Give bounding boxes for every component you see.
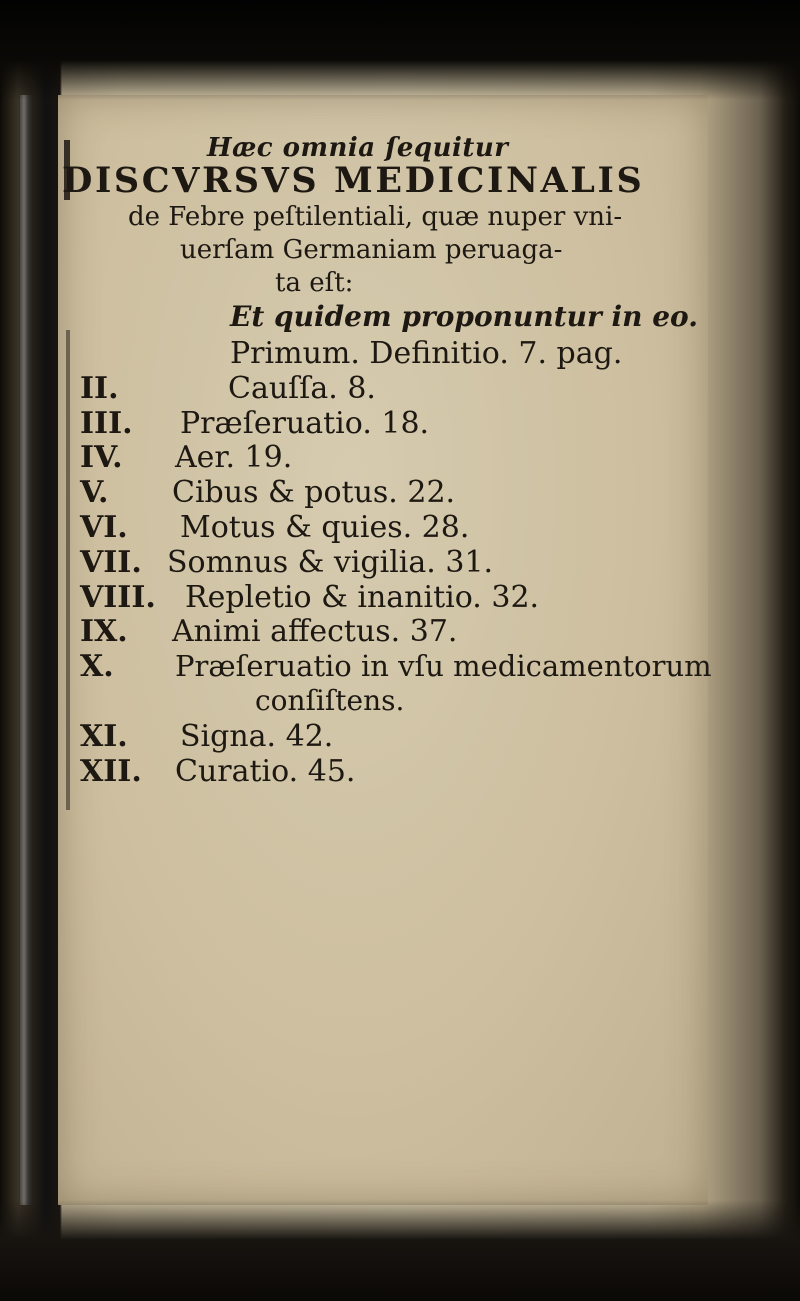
toc-row: [0, 649, 800, 689]
toc-row: [0, 719, 800, 759]
toc-row: [0, 614, 800, 654]
toc-entry-text: Somnus & vigilia. 31.: [167, 545, 494, 580]
toc-entry-text: Præſeruatio. 18.: [180, 406, 430, 441]
subtitle-line: ta eſt:: [275, 268, 354, 298]
toc-row: [0, 754, 800, 794]
subtitle-line: de Febre peſtilentiali, quæ nuper vni-: [128, 202, 623, 232]
toc-entry-number: VI.: [80, 510, 128, 545]
subtitle-line: uerſam Germaniam peruaga-: [180, 235, 563, 265]
toc-entry-text: Animi affectus. 37.: [172, 614, 458, 649]
toc-row: [0, 371, 800, 411]
toc-entry-text: Aer. 19.: [175, 440, 293, 475]
toc-entry-text: Signa. 42.: [180, 719, 334, 754]
toc-entry-text: Motus & quies. 28.: [180, 510, 470, 545]
toc-row: [0, 440, 800, 480]
toc-entry-number: IV.: [80, 440, 123, 475]
toc-entry-text: Cauſſa. 8.: [228, 371, 376, 406]
toc-row: [0, 475, 800, 515]
toc-row: [0, 545, 800, 585]
toc-entry-number: IX.: [80, 614, 128, 649]
toc-entry-text: Curatio. 45.: [175, 754, 356, 789]
scan-top-shadow: [0, 0, 800, 100]
toc-entry-number: II.: [80, 371, 119, 406]
scan-bottom-shadow: [0, 1200, 800, 1301]
toc-entry-number: XII.: [80, 754, 142, 789]
toc-entry-number: III.: [80, 406, 133, 441]
running-head: Hæc omnia ſequitur: [207, 133, 509, 163]
intro-line: Et quidem proponuntur in eo.: [230, 300, 698, 333]
toc-entry-continuation: conſiſtens.: [255, 684, 405, 717]
toc-entry-number: V.: [80, 475, 109, 510]
toc-row: [0, 336, 800, 376]
toc-entry-text: Cibus & potus. 22.: [172, 475, 456, 510]
toc-entry-text: Præſeruatio in vſu medicamentorum: [175, 649, 712, 683]
toc-entry-number: VIII.: [80, 580, 156, 615]
toc-row: [0, 510, 800, 550]
page-title: DISCVRSVS MEDICINALIS: [62, 160, 645, 201]
toc-row: [0, 684, 800, 724]
toc-entry-number: X.: [80, 649, 114, 684]
toc-entry-text: Repletio & inanitio. 32.: [185, 580, 540, 615]
toc-entry-number: XI.: [80, 719, 128, 754]
toc-entry-text: Primum. Definitio. 7. pag.: [230, 336, 623, 371]
toc-entry-number: VII.: [80, 545, 142, 580]
